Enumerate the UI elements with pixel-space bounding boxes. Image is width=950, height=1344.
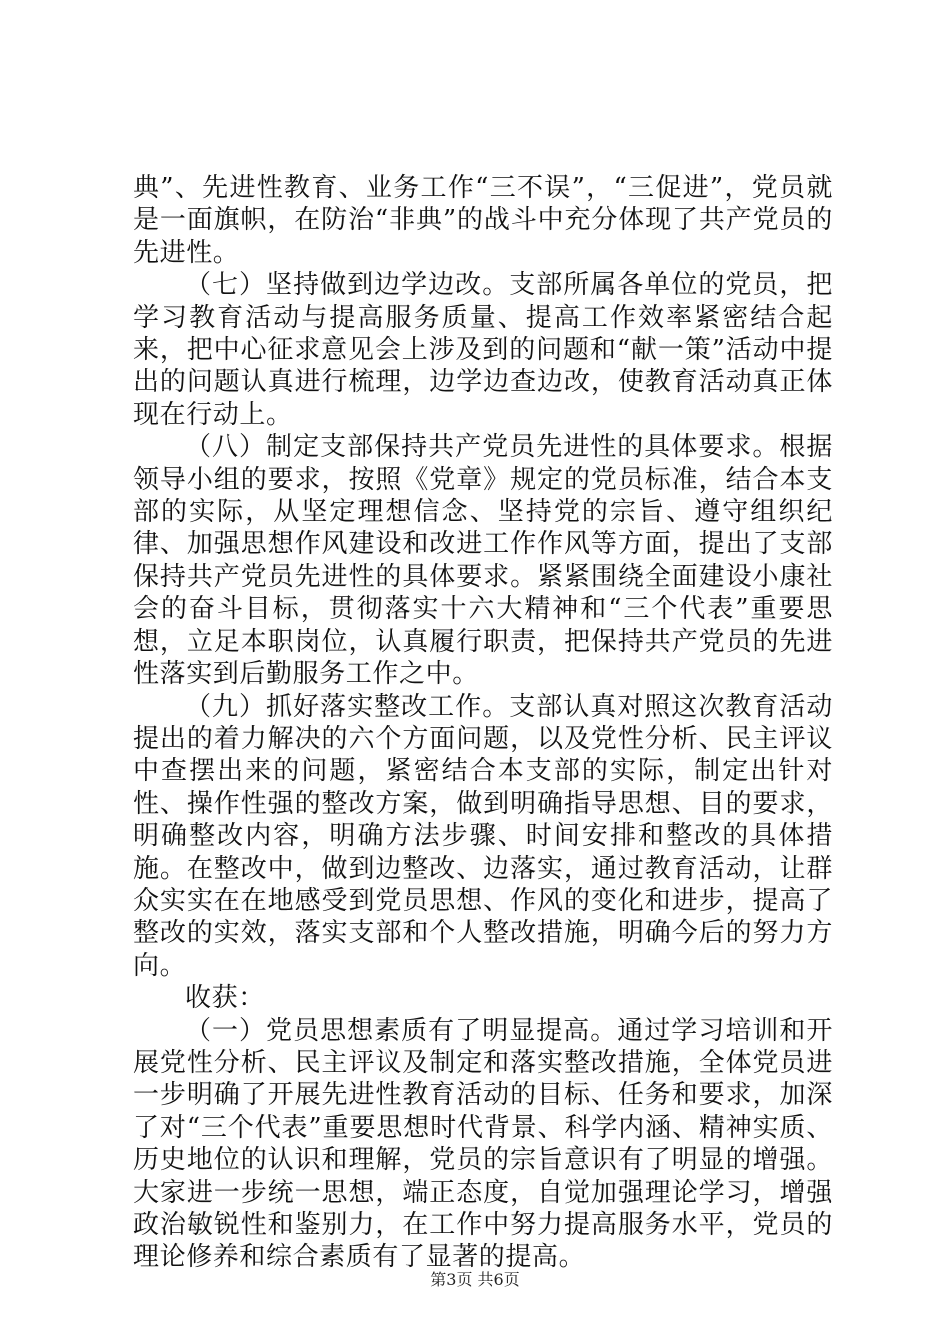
paragraph-continuation: 典”、先进性教育、业务工作“三不误”，“三促进”，党员就是一面旗帜，在防治“非典”的战斗中充分体现了共产党员的先进性。 (133, 173, 833, 268)
document-body (133, 172, 833, 1274)
page-number-footer: 第3页 共6页 (430, 1270, 520, 1289)
paragraph-item-9: （九）抓好落实整改工作。支部认真对照这次教育活动提出的着力解决的六个方面问题，以及党性分析、民主评议中查摆出来的问题，紧密结合本支部的实际，制定出针对性、操作性强的整改方案，做到明确指导思想、目的要求，明确整改内容，明确方法步骤、时间安排和整改的具体措施。在整改中，做到边整改、边落实，通过教育活动，让群众实实在在地感受到党员思想、作风的变化和进步，提高了整改的实效，落实支部和个人整改措施，明确今后的努力方向。 (133, 691, 833, 981)
section-heading-gains: 收获： (185, 983, 265, 1014)
paragraph-item-7: （七）坚持做到边学边改。支部所属各单位的党员，把学习教育活动与提高服务质量、提高工作效率紧密结合起来，把中心征求意见会上涉及到的问题和“献一策”活动中提出的问题认真进行梳理，边学边查边改，使教育活动真正体现在行动上。 (133, 270, 833, 430)
paragraph-item-8: （八）制定支部保持共产党员先进性的具体要求。根据领导小组的要求，按照《党章》规定的党员标准，结合本支部的实际，从坚定理想信念、坚持党的宗旨、遵守组织纪律、加强思想作风建设和改进工作作风等方面，提出了支部保持共产党员先进性的具体要求。紧紧围绕全面建设小康社会的奋斗目标，贯彻落实十六大精神和“三个代表”重要思想，立足本职岗位，认真履行职责，把保持共产党员的先进性落实到后勤服务工作之中。 (133, 432, 833, 690)
paragraph-gain-1: （一）党员思想素质有了明显提高。通过学习培训和开展党性分析、民主评议及制定和落实整改措施，全体党员进一步明确了开展先进性教育活动的目标、任务和要求，加深了对“三个代表”重要思想时代背景、科学内涵、精神实质、历史地位的认识和理解，党员的宗旨意识有了明显的增强。大家进一步统一思想，端正态度，自觉加强理论学习，增强政治敏锐性和鉴别力，在工作中努力提高服务水平，党员的理论修养和综合素质有了显著的提高。 (133, 1015, 833, 1273)
